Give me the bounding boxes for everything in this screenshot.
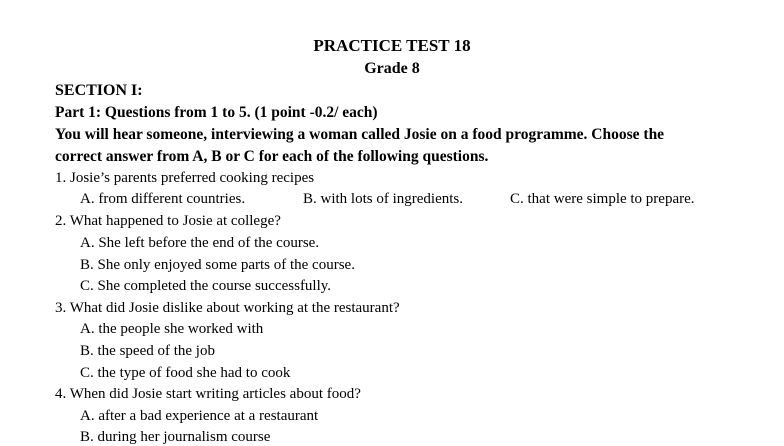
question-4: 4. When did Josie start writing articles about food?: [55, 386, 361, 402]
question-2-option-a: A. She left before the end of the course.: [80, 235, 320, 251]
question-1-option-c: C. that were simple to prepare.: [510, 191, 695, 207]
instruction-line-1: You will hear someone, interviewing a woman called Josie on a food programme. Choose the: [55, 126, 665, 143]
question-2: 2. What happened to Josie at college?: [55, 213, 281, 229]
instruction-line-2: correct answer from A, B or C for each of the following questions.: [55, 148, 489, 165]
question-1-option-b: B. with lots of ingredients.: [303, 191, 463, 207]
question-4-option-b: B. during her journalism course: [80, 429, 271, 445]
question-3-option-a: A. the people she worked with: [80, 321, 264, 337]
part-heading: Part 1: Questions from 1 to 5. (1 point -0.2/ each): [55, 104, 378, 121]
question-2-option-c: C. She completed the course successfully.: [80, 278, 332, 294]
question-4-option-a: A. after a bad experience at a restaurant: [80, 408, 319, 424]
grade-label: Grade 8: [364, 60, 420, 77]
question-3-option-b: B. the speed of the job: [80, 343, 215, 359]
question-2-option-b: B. She only enjoyed some parts of the course.: [80, 257, 355, 273]
question-1: 1. Josie’s parents preferred cooking recipes: [55, 170, 315, 186]
question-3: 3. What did Josie dislike about working at the restaurant?: [55, 300, 400, 316]
question-1-option-a: A. from different countries.: [80, 191, 246, 207]
test-title: PRACTICE TEST 18: [313, 36, 471, 55]
section-heading: SECTION I:: [55, 82, 143, 99]
question-3-option-c: C. the type of food she had to cook: [80, 365, 291, 381]
